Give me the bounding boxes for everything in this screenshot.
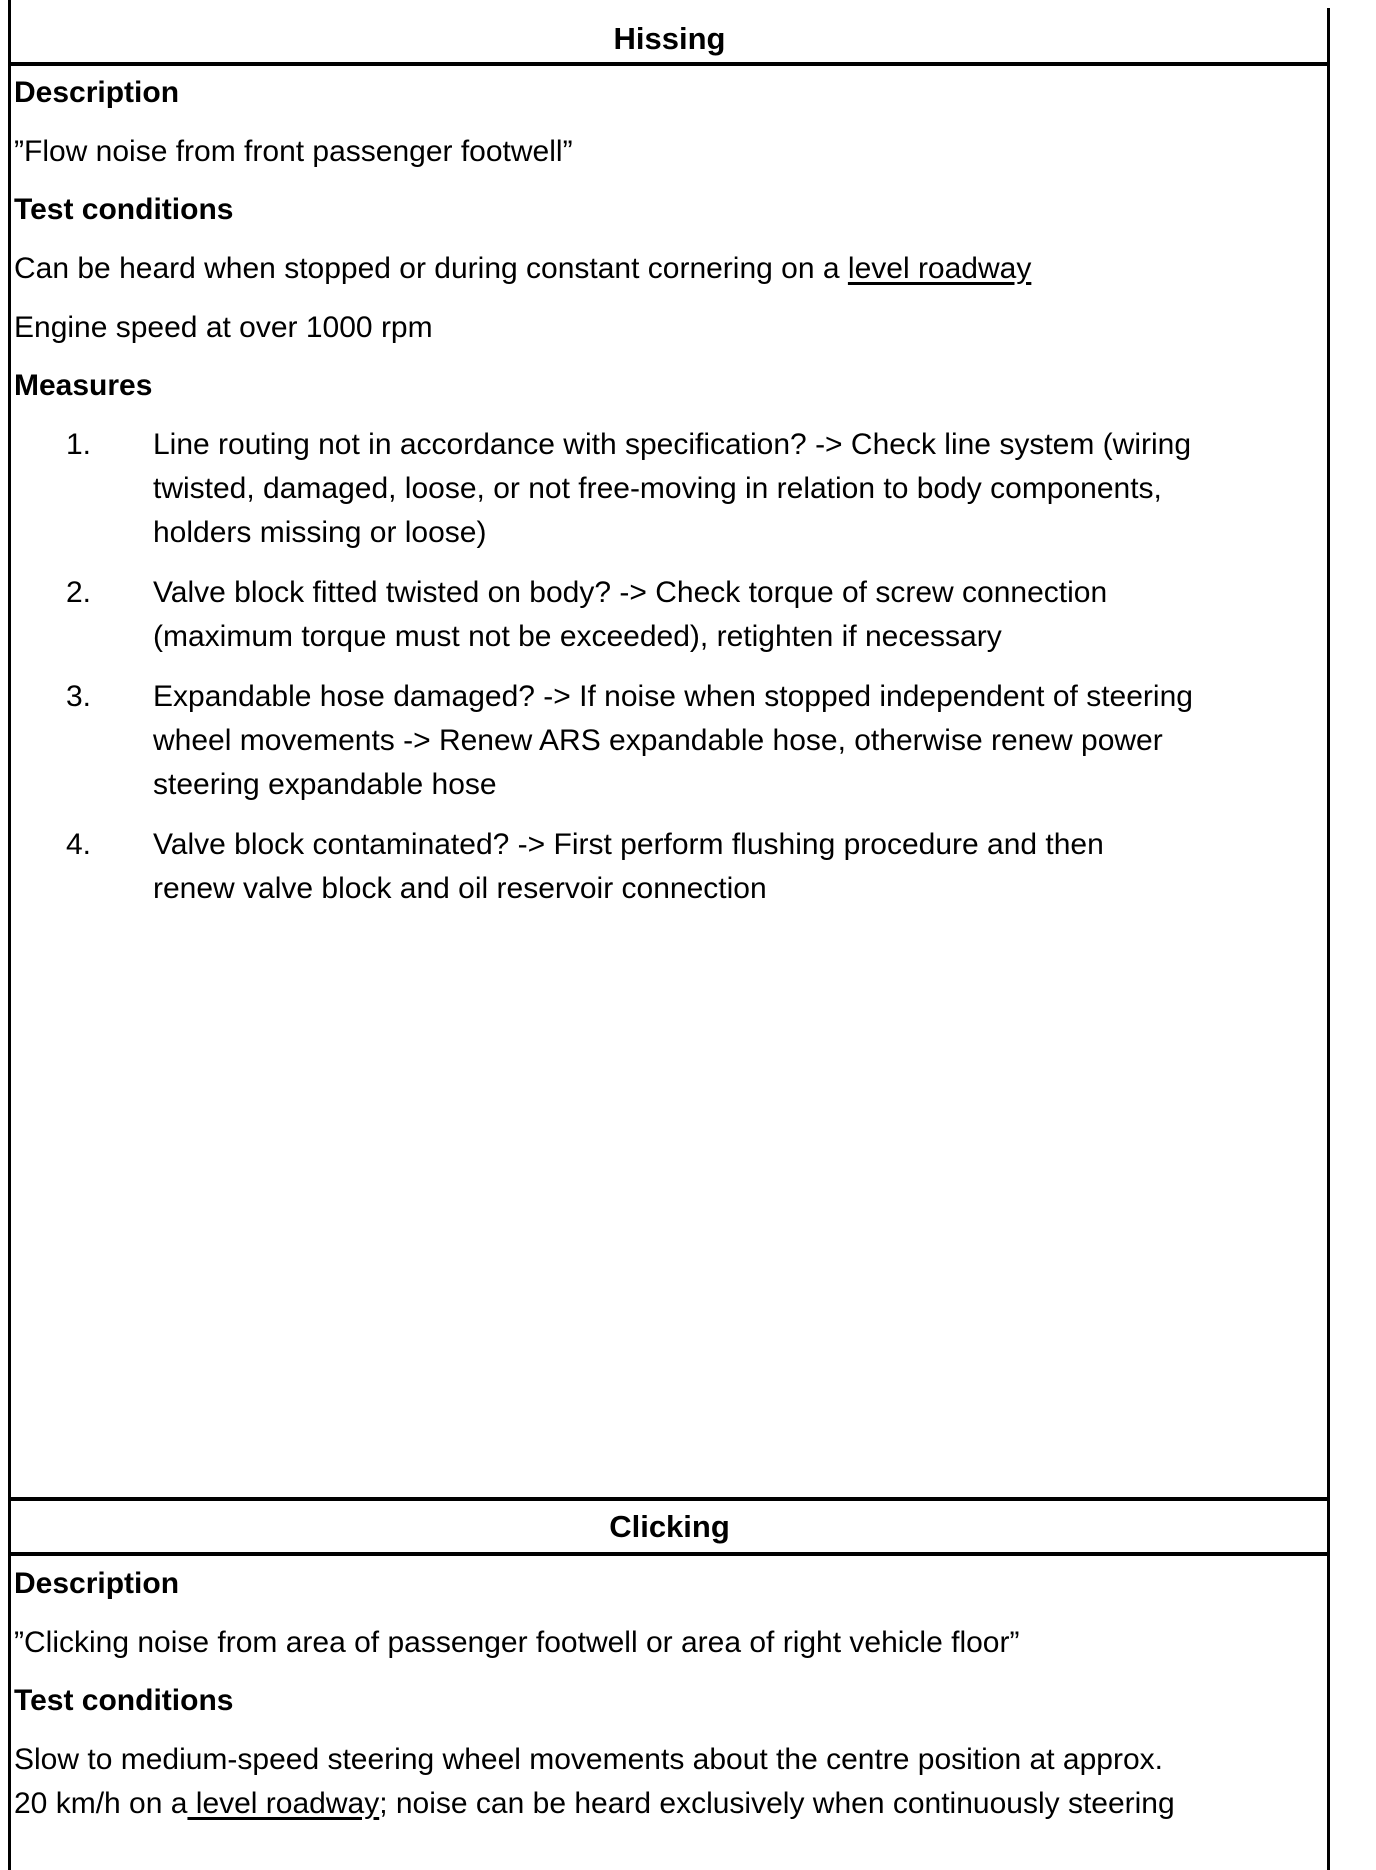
measure-item [153, 675, 1343, 807]
section-heading-hissing: Hissing [613, 21, 726, 56]
divider-section-end [10, 1497, 1329, 1501]
test-conditions-line-2 [14, 1782, 1175, 1826]
measure-item [153, 423, 1343, 555]
left-border [8, 0, 11, 1870]
test-conditions-text: Can be heard when stopped or during constant cornering on a [14, 252, 848, 285]
divider-hissing-header [10, 62, 1329, 66]
measure-line: Expandable hose damaged? -> If noise when stopped independent of steering [153, 680, 1193, 713]
measure-line: Valve block fitted twisted on body? -> Check torque of screw connection [153, 576, 1108, 609]
measure-item [153, 571, 1343, 659]
test-conditions-line-1: Slow to medium-speed steering wheel movements about the centre position at approx. [14, 1743, 1163, 1776]
measure-number: 4. [66, 828, 92, 861]
measures-label: Measures [14, 369, 153, 402]
description-text: ”Flow noise from front passenger footwell” [14, 135, 573, 168]
measure-line: steering expandable hose [153, 768, 497, 801]
measure-item [153, 823, 1343, 911]
test-conditions-label: Test conditions [14, 1684, 234, 1717]
description-label: Description [14, 1567, 180, 1600]
measure-number: 3. [66, 680, 92, 713]
test-conditions-text: 20 km/h on a [14, 1787, 188, 1820]
test-conditions-label: Test conditions [14, 193, 234, 226]
description-text: ”Clicking noise from area of passenger footwell or area of right vehicle floor” [14, 1626, 1020, 1659]
measure-number: 2. [66, 576, 92, 609]
measure-line: twisted, damaged, loose, or not free-moving in relation to body components, [153, 472, 1162, 505]
measure-line: renew valve block and oil reservoir connection [153, 872, 767, 905]
measure-line: Valve block contaminated? -> First perform flushing procedure and then [153, 828, 1104, 861]
section-heading-clicking: Clicking [609, 1509, 730, 1544]
measure-number: 1. [66, 428, 92, 461]
measure-line: holders missing or loose) [153, 516, 487, 549]
level-roadway-link[interactable]: level roadway [187, 1787, 380, 1820]
test-conditions-text: ; noise can be heard exclusively when continuously steering [379, 1787, 1175, 1820]
test-conditions-line-2: Engine speed at over 1000 rpm [14, 311, 433, 344]
level-roadway-link[interactable]: level roadway [847, 252, 1032, 285]
measure-line: Line routing not in accordance with specification? -> Check line system (wiring [153, 428, 1192, 461]
divider-clicking-header [10, 1552, 1329, 1556]
right-border [1327, 8, 1330, 1870]
measure-line: wheel movements -> Renew ARS expandable hose, otherwise renew power [153, 724, 1163, 757]
description-label: Description [14, 76, 180, 109]
test-conditions-line-1 [14, 247, 1031, 291]
measure-line: (maximum torque must not be exceeded), retighten if necessary [153, 620, 1002, 653]
